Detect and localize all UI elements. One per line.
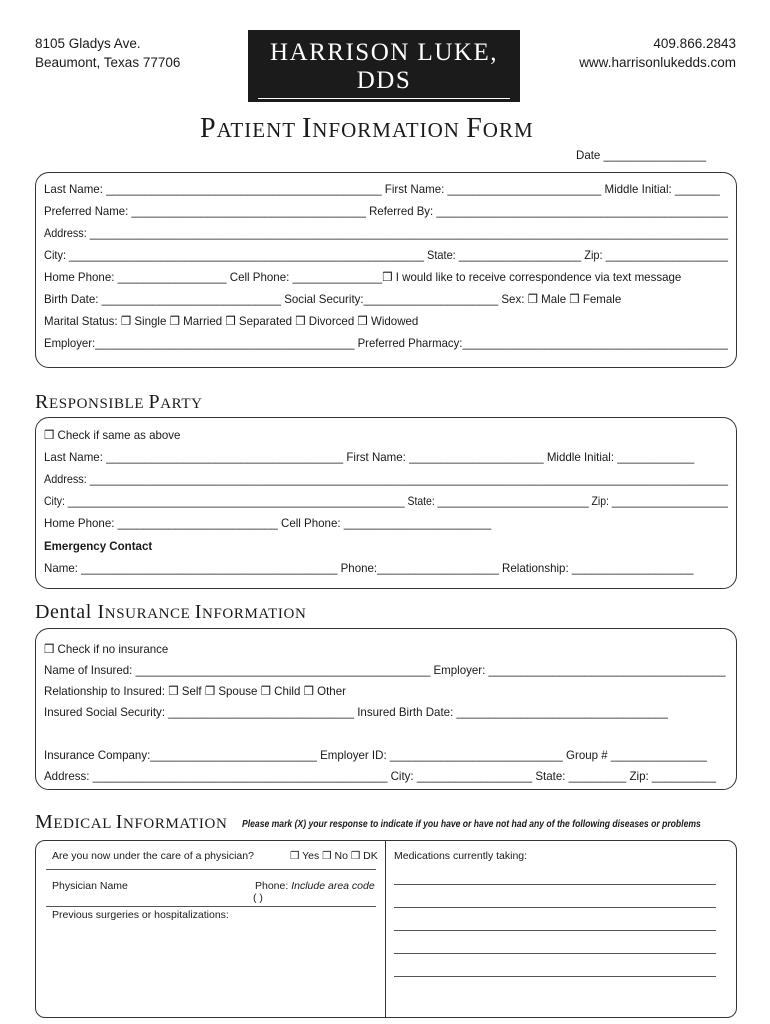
employer-row[interactable]: Employer:_________________________________________ Preferred Pharmacy:__________________________________________ xyxy=(44,336,729,350)
insurance-company-row[interactable]: Insurance Company:__________________________ Employer ID: ___________________________ Group # _______________ xyxy=(44,748,707,762)
office-phone: 409.866.2843 xyxy=(653,36,736,51)
insurance-heading: Dental INSURANCE INFORMATION xyxy=(35,601,307,623)
physician-question-rule xyxy=(46,869,376,870)
no-insurance-checkbox[interactable]: ❒ Check if no insurance xyxy=(44,642,169,656)
physician-question: Are you now under the care of a physician? xyxy=(52,850,254,862)
medical-heading: MEDICAL INFORMATION xyxy=(35,811,228,833)
logo-tagline: RESTORATIVE + FAMILY DENTISTRY xyxy=(259,104,509,116)
insured-name-row[interactable]: Name of Insured: ______________________________________________ Employer: _____________________________________ xyxy=(44,663,726,677)
marital-status-row[interactable]: Marital Status: ❒ Single ❒ Married ❒ Separated ❒ Divorced ❒ Widowed xyxy=(44,314,419,328)
city-row[interactable]: City: __________________________________________________________ State: ____________________ Zip: ____________________ xyxy=(44,248,728,262)
physician-name-label: Physician Name xyxy=(52,880,128,892)
rp-address-row[interactable]: Address: __________________________________________________________________________________________________________ xyxy=(44,472,728,486)
same-as-above-checkbox[interactable]: ❒ Check if same as above xyxy=(44,428,181,442)
office-contact xyxy=(579,34,736,72)
form-title: PATIENT INFORMATION FORM xyxy=(200,113,534,144)
address-line-1: 8105 Gladys Ave. xyxy=(35,36,141,51)
birth-date-row[interactable]: Birth Date: ____________________________ Social Security:_____________________ Sex: ❒ Male ❒ Female xyxy=(44,292,622,306)
medical-box xyxy=(35,840,737,1018)
medication-line-2[interactable] xyxy=(394,907,716,908)
medication-line-3[interactable] xyxy=(394,930,716,931)
logo-name: HARRISON LUKE, DDS xyxy=(270,39,498,94)
physician-yes-no-dk[interactable]: ❒ Yes ❒ No ❒ DK xyxy=(290,850,378,862)
medications-label: Medications currently taking: xyxy=(394,850,528,862)
medication-line-5[interactable] xyxy=(394,976,716,977)
preferred-name-row[interactable]: Preferred Name: _____________________________________ Referred By: ______________________________________________ xyxy=(44,204,728,218)
medical-instructions: Please mark (X) your response to indicate if you have or have not had any of the following diseases or problems xyxy=(242,819,701,830)
relationship-row[interactable]: Relationship to Insured: ❒ Self ❒ Spouse ❒ Child ❒ Other xyxy=(44,684,346,698)
office-website[interactable]: www.harrisonlukedds.com xyxy=(579,55,736,70)
phone-row[interactable]: Home Phone: _________________ Cell Phone: ______________❒ I would like to receive correspondence via text message xyxy=(44,270,682,284)
emergency-contact-row[interactable]: Name: ________________________________________ Phone:___________________ Relationship: ___________________ xyxy=(44,561,694,575)
medication-line-4[interactable] xyxy=(394,953,716,954)
office-address xyxy=(35,34,180,72)
rp-city-row[interactable]: City: __________________________________________________________ State: __________________________ Zip: ____________________ xyxy=(44,494,728,508)
surgeries-label: Previous surgeries or hospitalizations: xyxy=(52,909,229,921)
date-field[interactable]: Date ________________ xyxy=(576,148,707,162)
emergency-contact-label: Emergency Contact xyxy=(44,539,153,553)
insurance-address-row[interactable]: Address: ______________________________________________ City: __________________ State: _________ Zip: __________ xyxy=(44,769,716,783)
rp-phone-row[interactable]: Home Phone: _________________________ Cell Phone: _______________________ xyxy=(44,516,492,530)
medical-divider xyxy=(385,840,386,1018)
responsible-party-heading: RESPONSIBLE PARTY xyxy=(35,391,203,413)
practice-logo xyxy=(248,30,520,116)
physician-phone-field[interactable]: ( ) xyxy=(253,892,263,904)
address-line-2: Beaumont, Texas 77706 xyxy=(35,55,181,70)
insured-ssn-row[interactable]: Insured Social Security: _____________________________ Insured Birth Date: _________________________________ xyxy=(44,705,668,719)
physician-name-rule xyxy=(46,906,376,907)
logo-divider xyxy=(258,98,510,99)
patient-name-row[interactable]: Last Name: ___________________________________________ First Name: ________________________ Middle Initial: _______ xyxy=(44,182,720,196)
address-row[interactable]: Address: __________________________________________________________________________________________________________ xyxy=(44,226,728,240)
medication-line-1[interactable] xyxy=(394,884,716,885)
rp-name-row[interactable]: Last Name: _____________________________________ First Name: _____________________ Middle Initial: ____________ xyxy=(44,450,695,464)
physician-phone-label: Phone: Include area code xyxy=(255,880,375,892)
